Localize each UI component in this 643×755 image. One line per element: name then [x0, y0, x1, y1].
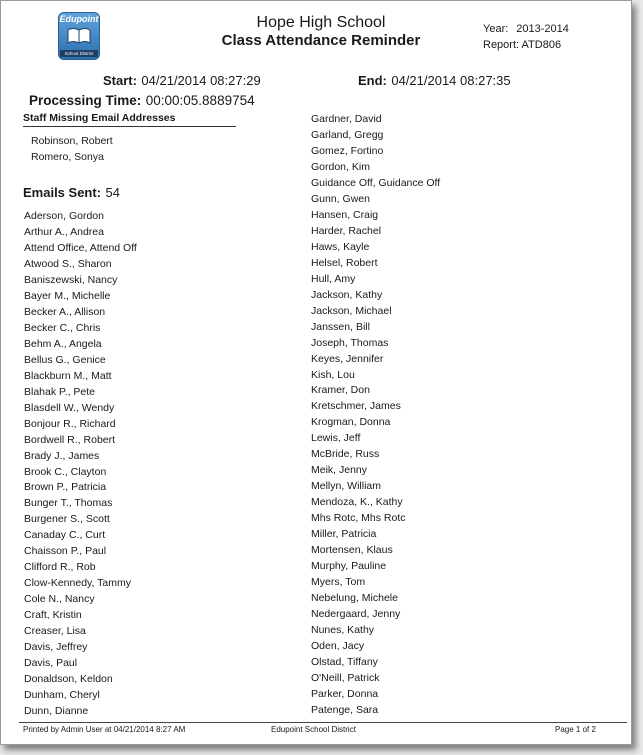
list-item: Murphy, Pauline	[311, 560, 387, 573]
list-item: Miller, Patricia	[311, 528, 377, 541]
list-item: Guidance Off, Guidance Off	[311, 176, 441, 189]
logo-subtitle: School District	[60, 50, 98, 57]
end-time	[358, 72, 511, 90]
list-item: Dunn, Dianne	[24, 705, 89, 718]
start-label: Start:	[103, 73, 137, 88]
list-item: Meik, Jenny	[311, 464, 368, 477]
list-item: Burgener S., Scott	[24, 513, 110, 526]
list-item: Blackburn M., Matt	[24, 369, 112, 382]
start-time	[103, 72, 261, 90]
book-icon	[67, 27, 91, 45]
list-item: Mendoza, K., Kathy	[311, 496, 403, 509]
school-name: Hope High School	[256, 14, 386, 31]
list-item: Oden, Jacy	[311, 639, 365, 652]
list-item: Chaisson P., Paul	[24, 545, 107, 558]
start-value: 04/21/2014 08:27:29	[141, 73, 261, 88]
list-item: Bayer M., Michelle	[24, 289, 111, 302]
report-value: ATD806	[521, 39, 562, 51]
list-item: Janssen, Bill	[311, 320, 370, 333]
list-item: Craft, Kristin	[24, 609, 82, 622]
list-item: Aderson, Gordon	[24, 210, 104, 222]
list-item: Nedergaard, Jenny	[311, 608, 401, 621]
emails-sent-list-right	[311, 112, 440, 719]
list-item: Gordon, Kim	[311, 160, 370, 173]
list-item: McBride, Russ	[311, 448, 380, 461]
list-item: Keyes, Jennifer	[311, 352, 384, 365]
list-item: Romero, Sonya	[31, 151, 104, 163]
list-item: Robinson, Robert	[31, 135, 113, 147]
report-label: Report:	[483, 39, 520, 51]
footer-printed: Printed by Admin User at 04/21/2014 8:27 AM	[23, 725, 186, 734]
list-item: Canaday C., Curt	[24, 529, 106, 542]
list-item: Gunn, Gwen	[311, 192, 370, 205]
list-item: Davis, Jeffrey	[24, 641, 88, 654]
list-item: Nebelung, Michele	[311, 592, 398, 605]
list-item: Patenge, Sara	[311, 703, 379, 716]
list-item: Olstad, Tiffany	[311, 655, 378, 668]
list-item: Blahak P., Pete	[24, 385, 96, 398]
footer-divider	[19, 722, 627, 723]
list-item: Gardner, David	[311, 113, 382, 125]
list-item: Davis, Paul	[24, 657, 78, 670]
list-item: Bunger T., Thomas	[24, 497, 113, 510]
list-item: Bonjour R., Richard	[24, 417, 116, 430]
list-item: Gomez, Fortino	[311, 144, 384, 157]
emails-sent	[23, 184, 120, 202]
list-item: Brook C., Clayton	[24, 465, 107, 478]
emails-sent-list-left	[24, 209, 137, 720]
processing-value: 00:00:05.8889754	[145, 93, 255, 108]
list-item: Krogman, Donna	[311, 416, 391, 429]
list-item: Myers, Tom	[311, 576, 366, 589]
emails-sent-count: 54	[105, 185, 120, 200]
list-item: Dunham, Cheryl	[24, 689, 100, 702]
edupoint-logo	[58, 12, 100, 60]
list-item: Atwood S., Sharon	[24, 257, 112, 270]
list-item: Attend Office, Attend Off	[24, 241, 137, 254]
list-item: Arthur A., Andrea	[24, 225, 104, 238]
list-item: Jackson, Kathy	[311, 288, 383, 301]
list-item: Becker C., Chris	[24, 321, 101, 334]
logo-name: Edupoint	[59, 14, 99, 24]
footer-district: Edupoint School District	[271, 725, 356, 734]
end-value: 04/21/2014 08:27:35	[391, 73, 511, 88]
year-info	[483, 23, 569, 35]
year-label: Year:	[483, 23, 509, 35]
list-item: Clifford R., Rob	[24, 561, 96, 574]
report-title: Class Attendance Reminder	[221, 32, 421, 49]
list-item: Hansen, Craig	[311, 208, 379, 221]
list-item: Kramer, Don	[311, 384, 370, 397]
missing-email-list	[31, 135, 113, 167]
report-info	[483, 39, 561, 51]
processing-time	[29, 92, 255, 110]
list-item: Helsel, Robert	[311, 256, 378, 269]
list-item: Kish, Lou	[311, 368, 355, 381]
list-item: Haws, Kayle	[311, 240, 370, 253]
list-item: Bellus G., Genice	[24, 353, 106, 366]
end-label: End:	[358, 73, 387, 88]
list-item: O'Neill, Patrick	[311, 671, 380, 684]
list-item: Joseph, Thomas	[311, 336, 389, 349]
missing-email-heading: Staff Missing Email Addresses	[23, 112, 236, 127]
list-item: Parker, Donna	[311, 687, 379, 700]
list-item: Donaldson, Keldon	[24, 673, 113, 686]
list-item: Mellyn, William	[311, 480, 382, 493]
processing-label: Processing Time:	[29, 93, 142, 108]
list-item: Mortensen, Klaus	[311, 544, 393, 557]
list-item: Bordwell R., Robert	[24, 433, 116, 446]
list-item: Lewis, Jeff	[311, 432, 361, 445]
footer-page-number: Page 1 of 2	[555, 725, 596, 734]
list-item: Clow-Kennedy, Tammy	[24, 577, 131, 590]
list-item: Blasdell W., Wendy	[24, 401, 115, 414]
list-item: Baniszewski, Nancy	[24, 273, 118, 286]
year-value: 2013-2014	[516, 23, 569, 35]
list-item: Becker A., Allison	[24, 305, 106, 318]
list-item: Brady J., James	[24, 449, 100, 462]
list-item: Jackson, Michael	[311, 304, 392, 317]
list-item: Mhs Rotc, Mhs Rotc	[311, 512, 406, 525]
list-item: Cole N., Nancy	[24, 593, 95, 606]
list-item: Creaser, Lisa	[24, 625, 86, 638]
list-item: Kretschmer, James	[311, 400, 401, 413]
list-item: Behm A., Angela	[24, 337, 102, 350]
list-item: Brown P., Patricia	[24, 481, 107, 494]
list-item: Hull, Amy	[311, 272, 356, 285]
list-item: Garland, Gregg	[311, 128, 384, 141]
list-item: Nunes, Kathy	[311, 624, 375, 636]
list-item: Harder, Rachel	[311, 224, 382, 237]
emails-sent-label: Emails Sent:	[23, 185, 102, 200]
